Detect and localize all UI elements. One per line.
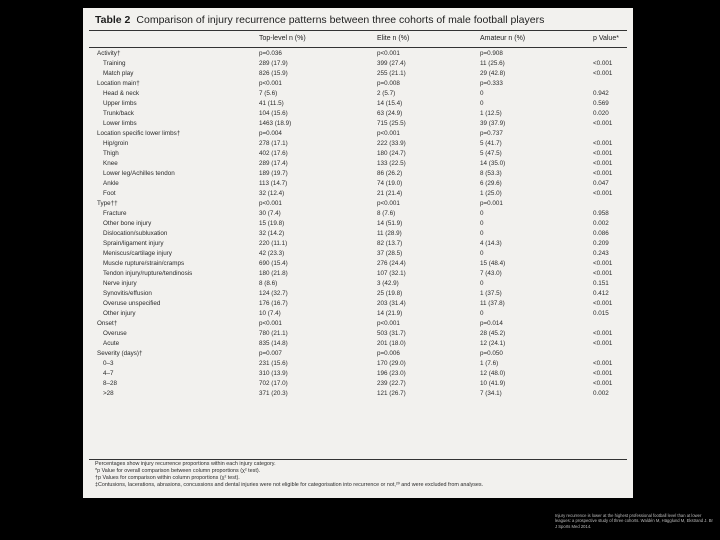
table-cell: 113 (14.7)	[259, 180, 288, 187]
table-cell: 715 (25.5)	[377, 120, 406, 127]
table-cell: <0.001	[593, 140, 613, 147]
table-cell: <0.001	[593, 70, 613, 77]
table-cell: 0.412	[593, 290, 609, 297]
table-row	[83, 219, 633, 229]
table-figure	[83, 8, 633, 498]
table-footnotes	[95, 461, 625, 489]
table-cell: 196 (23.0)	[377, 370, 406, 377]
table-cell: 3 (42.9)	[377, 280, 399, 287]
table-cell: Acute	[103, 340, 120, 347]
table-cell: 82 (13.7)	[377, 240, 403, 247]
table-cell: 220 (11.1)	[259, 240, 288, 247]
table-row	[83, 369, 633, 379]
table-cell: 124 (32.7)	[259, 290, 288, 297]
table-cell: 15 (19.8)	[259, 220, 285, 227]
table-cell: p=0.006	[377, 350, 400, 357]
table-cell: <0.001	[593, 190, 613, 197]
table-row	[83, 89, 633, 99]
table-cell: 0.942	[593, 90, 609, 97]
table-cell: 86 (26.2)	[377, 170, 403, 177]
table-cell: 0	[480, 220, 484, 227]
table-cell: p<0.001	[259, 80, 282, 87]
table-cell: Match play	[103, 70, 134, 77]
table-row	[83, 389, 633, 399]
table-cell: Severity (days)†	[97, 350, 143, 357]
table-cell: 0.958	[593, 210, 609, 217]
table-cell: Location specific lower limbs†	[97, 130, 181, 137]
table-row	[83, 189, 633, 199]
table-cell: Ankle	[103, 180, 119, 187]
table-cell: Lower leg/Achilles tendon	[103, 170, 175, 177]
table-row	[83, 119, 633, 129]
table-cell: 289 (17.9)	[259, 60, 288, 67]
table-cell: Dislocation/subluxation	[103, 230, 168, 237]
table-row	[83, 339, 633, 349]
table-cell: 7 (5.6)	[259, 90, 278, 97]
table-row	[83, 329, 633, 339]
table-cell: Sprain/ligament injury	[103, 240, 164, 247]
table-cell: Activity†	[97, 50, 121, 57]
table-cell: 0	[480, 90, 484, 97]
table-cell: 5 (47.5)	[480, 150, 502, 157]
table-cell: 0.020	[593, 110, 609, 117]
table-cell: <0.001	[593, 120, 613, 127]
table-cell: Overuse unspecified	[103, 300, 161, 307]
table-row	[83, 249, 633, 259]
table-cell: 0.002	[593, 220, 609, 227]
table-cell: p=0.014	[480, 320, 503, 327]
table-cell: 6 (29.6)	[480, 180, 502, 187]
table-cell: 371 (20.3)	[259, 390, 288, 397]
table-cell: 4 (14.3)	[480, 240, 502, 247]
table-cell: 0.243	[593, 250, 609, 257]
table-cell: 8 (8.6)	[259, 280, 278, 287]
table-cell: 180 (24.7)	[377, 150, 406, 157]
header-bottom-rule	[89, 47, 627, 48]
table-cell: 0.569	[593, 100, 609, 107]
table-cell: 0	[480, 100, 484, 107]
table-cell: <0.001	[593, 330, 613, 337]
table-cell: <0.001	[593, 270, 613, 277]
table-body	[83, 49, 633, 399]
table-cell: 176 (16.7)	[259, 300, 288, 307]
table-cell: 4–7	[103, 370, 114, 377]
table-cell: 255 (21.1)	[377, 70, 406, 77]
table-cell: 0	[480, 210, 484, 217]
table-cell: p<0.001	[259, 200, 282, 207]
table-cell: 170 (29.0)	[377, 360, 406, 367]
table-row	[83, 379, 633, 389]
table-cell: 1 (12.5)	[480, 110, 502, 117]
table-cell: <0.001	[593, 260, 613, 267]
table-row	[83, 229, 633, 239]
table-cell: 276 (24.4)	[377, 260, 406, 267]
table-cell: p=0.737	[480, 130, 503, 137]
table-row	[83, 139, 633, 149]
table-group-row	[83, 49, 633, 59]
table-cell: 37 (28.5)	[377, 250, 403, 257]
table-row	[83, 109, 633, 119]
table-cell: 21 (21.4)	[377, 190, 403, 197]
table-cell: 203 (31.4)	[377, 300, 406, 307]
table-cell: 780 (21.1)	[259, 330, 288, 337]
table-cell: 14 (35.0)	[480, 160, 506, 167]
table-cell: <0.001	[593, 170, 613, 177]
table-cell: 25 (19.8)	[377, 290, 403, 297]
table-cell: <0.001	[593, 150, 613, 157]
table-cell: 503 (31.7)	[377, 330, 406, 337]
table-cell: 32 (12.4)	[259, 190, 285, 197]
table-cell: <0.001	[593, 370, 613, 377]
table-bottom-rule	[89, 459, 627, 460]
table-cell: Foot	[103, 190, 116, 197]
table-row	[83, 169, 633, 179]
table-cell: 399 (27.4)	[377, 60, 406, 67]
table-cell: Nerve injury	[103, 280, 137, 287]
table-cell: 1463 (18.9)	[259, 120, 292, 127]
table-cell: Type††	[97, 200, 118, 207]
table-caption: Comparison of injury recurrence patterns between three cohorts of male football players	[136, 14, 545, 26]
table-row	[83, 289, 633, 299]
table-cell: 11 (25.6)	[480, 60, 505, 67]
table-cell: 39 (37.9)	[480, 120, 506, 127]
table-cell: 201 (18.0)	[377, 340, 406, 347]
table-cell: p=0.050	[480, 350, 503, 357]
table-cell: 8 (53.3)	[480, 170, 502, 177]
table-group-row	[83, 129, 633, 139]
column-header-p-value: p Value*	[593, 35, 619, 42]
table-cell: 189 (19.7)	[259, 170, 288, 177]
table-cell: p=0.008	[377, 80, 400, 87]
column-header-top-level: Top-level n (%)	[259, 35, 306, 42]
table-cell: Upper limbs	[103, 100, 137, 107]
table-cell: p=0.004	[259, 130, 282, 137]
table-cell: Onset†	[97, 320, 118, 327]
table-group-row	[83, 79, 633, 89]
table-row	[83, 99, 633, 109]
table-cell: 10 (41.9)	[480, 380, 506, 387]
table-cell: Training	[103, 60, 126, 67]
table-row	[83, 279, 633, 289]
table-cell: 11 (37.8)	[480, 300, 505, 307]
table-cell: 239 (22.7)	[377, 380, 406, 387]
table-cell: p=0.001	[480, 200, 503, 207]
column-header-amateur: Amateur n (%)	[480, 35, 526, 42]
table-cell: Other injury	[103, 310, 136, 317]
table-row	[83, 269, 633, 279]
table-cell: <0.001	[593, 300, 613, 307]
table-cell: Thigh	[103, 150, 119, 157]
table-cell: 0.086	[593, 230, 609, 237]
table-cell: 180 (21.8)	[259, 270, 288, 277]
table-cell: 14 (21.9)	[377, 310, 403, 317]
table-cell: 15 (48.4)	[480, 260, 506, 267]
table-cell: 107 (32.1)	[377, 270, 406, 277]
table-row	[83, 239, 633, 249]
footnote: *p Value for overall comparison between column proportions (χ² test).	[95, 468, 261, 474]
table-cell: 0.151	[593, 280, 609, 287]
table-cell: 0–3	[103, 360, 114, 367]
table-cell: 133 (22.5)	[377, 160, 406, 167]
table-cell: Meniscus/cartilage injury	[103, 250, 172, 257]
table-cell: Muscle rupture/strain/cramps	[103, 260, 185, 267]
table-cell: 231 (15.6)	[259, 360, 288, 367]
table-cell: Synovitis/effusion	[103, 290, 152, 297]
table-cell: 0.015	[593, 310, 609, 317]
table-cell: >28	[103, 390, 114, 397]
table-cell: 1 (37.5)	[480, 290, 502, 297]
table-cell: Lower limbs	[103, 120, 137, 127]
table-cell: 402 (17.6)	[259, 150, 288, 157]
figure-credit: Injury recurrence is lower at the highest professional football level than at lower leagues: a prospective study of three cohorts. Waldén M, Hägglund M, Ekstrand J. Br J Sports Med 2014.	[555, 513, 713, 529]
table-cell: Tendon injury/rupture/tendinosis	[103, 270, 193, 277]
table-cell: p<0.001	[377, 130, 400, 137]
table-row	[83, 179, 633, 189]
table-row	[83, 159, 633, 169]
table-cell: 12 (24.1)	[480, 340, 506, 347]
table-cell: Location main†	[97, 80, 140, 87]
table-cell: 12 (48.0)	[480, 370, 506, 377]
table-cell: 30 (7.4)	[259, 210, 281, 217]
table-cell: p=0.333	[480, 80, 503, 87]
table-cell: Other bone injury	[103, 220, 152, 227]
table-cell: Overuse	[103, 330, 127, 337]
table-cell: p<0.001	[377, 200, 400, 207]
footnote: †p Values for comparison within column proportions (χ² test).	[95, 475, 240, 481]
table-cell: 310 (13.9)	[259, 370, 288, 377]
table-cell: 2 (5.7)	[377, 90, 396, 97]
table-cell: p=0.036	[259, 50, 282, 57]
table-cell: Trunk/back	[103, 110, 134, 117]
table-cell: 0	[480, 280, 484, 287]
table-cell: 0	[480, 250, 484, 257]
table-cell: Knee	[103, 160, 118, 167]
table-cell: 826 (15.9)	[259, 70, 288, 77]
table-cell: 32 (14.2)	[259, 230, 285, 237]
table-cell: 0	[480, 230, 484, 237]
table-cell: <0.001	[593, 160, 613, 167]
table-cell: 28 (45.2)	[480, 330, 506, 337]
table-cell: 11 (28.9)	[377, 230, 402, 237]
table-cell: p<0.001	[377, 320, 400, 327]
column-header-elite: Elite n (%)	[377, 35, 410, 42]
table-cell: p<0.001	[377, 50, 400, 57]
table-cell: 41 (11.5)	[259, 100, 284, 107]
table-row	[83, 69, 633, 79]
table-label: Table 2	[95, 14, 131, 26]
table-cell: 14 (15.4)	[377, 100, 403, 107]
table-cell: 278 (17.1)	[259, 140, 288, 147]
table-cell: 702 (17.0)	[259, 380, 288, 387]
table-row	[83, 149, 633, 159]
table-cell: 104 (15.6)	[259, 110, 288, 117]
table-cell: 7 (43.0)	[480, 270, 502, 277]
table-cell: 0	[480, 310, 484, 317]
header-top-rule	[89, 30, 627, 31]
table-cell: 1 (25.0)	[480, 190, 502, 197]
table-cell: 5 (41.7)	[480, 140, 502, 147]
table-group-row	[83, 349, 633, 359]
table-cell: 10 (7.4)	[259, 310, 281, 317]
table-group-row	[83, 319, 633, 329]
table-cell: 29 (42.8)	[480, 70, 506, 77]
table-cell: Hip/groin	[103, 140, 129, 147]
table-cell: p=0.908	[480, 50, 503, 57]
table-cell: 14 (51.9)	[377, 220, 403, 227]
table-cell: 690 (15.4)	[259, 260, 288, 267]
table-group-row	[83, 199, 633, 209]
table-cell: 74 (19.0)	[377, 180, 403, 187]
table-cell: 7 (34.1)	[480, 390, 502, 397]
table-cell: 222 (33.9)	[377, 140, 406, 147]
table-cell: 121 (26.7)	[377, 390, 406, 397]
table-cell: <0.001	[593, 340, 613, 347]
table-row	[83, 359, 633, 369]
table-cell: p<0.001	[259, 320, 282, 327]
table-cell: <0.001	[593, 60, 613, 67]
table-row	[83, 209, 633, 219]
table-cell: <0.001	[593, 360, 613, 367]
footnote: Percentages show injury recurrence proportions within each injury category.	[95, 461, 276, 467]
table-title	[95, 14, 544, 26]
table-row	[83, 259, 633, 269]
table-cell: 1 (7.6)	[480, 360, 499, 367]
table-cell: 0.209	[593, 240, 609, 247]
table-row	[83, 59, 633, 69]
table-cell: 63 (24.9)	[377, 110, 403, 117]
table-cell: 0.002	[593, 390, 609, 397]
table-cell: 8–28	[103, 380, 118, 387]
table-cell: 0.047	[593, 180, 609, 187]
table-cell: 835 (14.8)	[259, 340, 288, 347]
table-cell: p=0.007	[259, 350, 282, 357]
table-row	[83, 299, 633, 309]
table-cell: 8 (7.6)	[377, 210, 396, 217]
table-cell: 289 (17.4)	[259, 160, 288, 167]
table-cell: Head & neck	[103, 90, 140, 97]
table-cell: Fracture	[103, 210, 127, 217]
table-row	[83, 309, 633, 319]
table-cell: <0.001	[593, 380, 613, 387]
footnote: ‡Contusions, lacerations, abrasions, concussions and dental injuries were not eligible for categorisation into recurrence or not,²⁰ and were excluded from analyses.	[95, 482, 484, 488]
table-cell: 42 (23.3)	[259, 250, 285, 257]
